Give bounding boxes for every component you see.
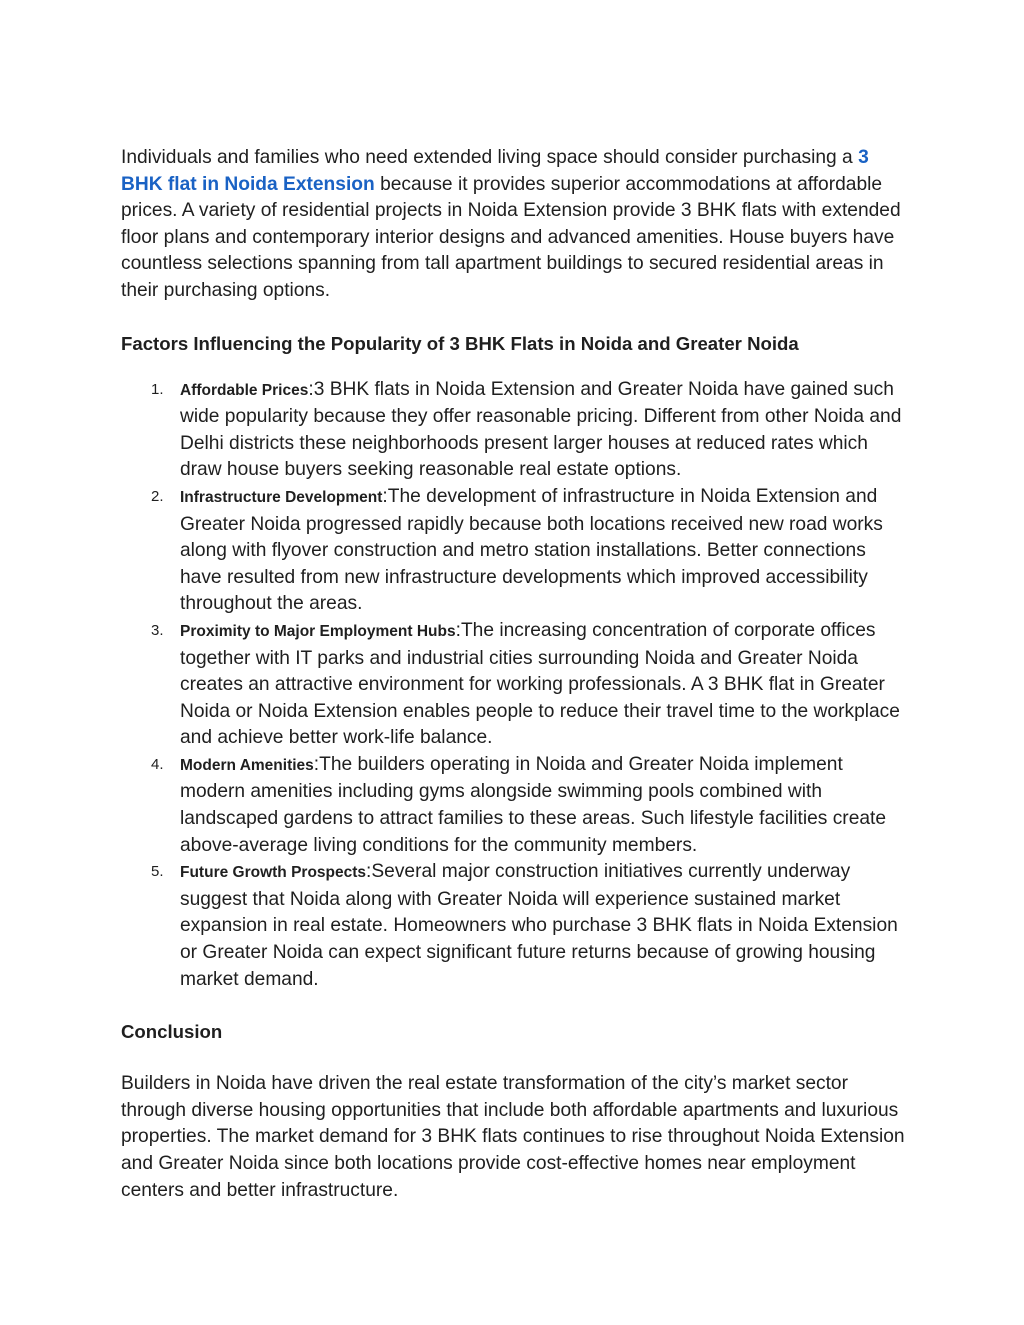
list-item-term: Modern Amenities bbox=[180, 756, 314, 774]
intro-text-after-link: because it provides superior accommodations at affordable prices. A variety of residential projects in Noida Extension provide 3 BHK flats with extended floor plans and contemporary interior designs and advanced amenities. House buyers have countless selections spanning from tall apartment buildings to secured residential areas in their purchasing options. bbox=[121, 173, 901, 301]
list-item-number: 5. bbox=[151, 863, 164, 881]
list-item-text: :Several major construction initiatives currently underway suggest that Noida along with Greater Noida will experience sustained market expansion in real estate. Homeowners who purchase 3 BHK flats in Noida Extension or Greater Noida can expect significant future returns because of growing housing market demand. bbox=[180, 861, 898, 990]
bhk-noida-extension-link[interactable]: 3 BHK flat in Noida Extension bbox=[121, 147, 869, 195]
list-item bbox=[121, 377, 911, 484]
list-item-term: Future Growth Prospects bbox=[180, 864, 367, 882]
list-item bbox=[121, 484, 911, 618]
list-item-number: 2. bbox=[151, 487, 164, 505]
factors-heading: Factors Influencing the Popularity of 3 BHK Flats in Noida and Greater Noida bbox=[121, 332, 799, 354]
list-item-term: Infrastructure Development bbox=[180, 488, 383, 506]
list-item bbox=[121, 752, 911, 859]
list-item bbox=[121, 859, 911, 993]
factors-list bbox=[121, 377, 911, 994]
document-page bbox=[121, 145, 911, 1204]
list-item-text: :The builders operating in Noida and Greater Noida implement modern amenities including gyms alongside swimming pools combined with landscaped gardens to attract families to these areas. Such lifestyle facilities create above-average living conditions for the community members. bbox=[180, 753, 887, 856]
list-item-number: 4. bbox=[151, 755, 164, 773]
list-item-text: :3 BHK flats in Noida Extension and Greater Noida have gained such wide popularity because they offer reasonable pricing. Different from other Noida and Delhi districts these neighborhoods present larger houses at reduced rates which draw house buyers seeking reasonable real estate options. bbox=[180, 378, 902, 481]
list-item-term: Proximity to Major Employment Hubs bbox=[180, 622, 456, 640]
intro-text-before-link: Individuals and families who need extended living space should consider purchasing a bbox=[121, 147, 859, 168]
conclusion-heading: Conclusion bbox=[121, 1021, 223, 1043]
list-item-term: Affordable Prices bbox=[180, 381, 309, 399]
list-item-text: :The development of infrastructure in Noida Extension and Greater Noida progressed rapidly because both locations received new road works along with flyover construction and metro station installations. Better connections have resulted from new infrastructure developments which improved accessibility throughout the areas. bbox=[180, 485, 883, 615]
list-item-text: :The increasing concentration of corporate offices together with IT parks and industrial cities surrounding Noida and Greater Noida creates an attractive environment for working professionals. A 3 BHK flat in Greater Noida or Noida Extension enables people to reduce their travel time to the workplace and achieve better work-life balance. bbox=[180, 619, 900, 749]
conclusion-paragraph: Builders in Noida have driven the real estate transformation of the city’s market sector through diverse housing opportunities that include both affordable apartments and luxurious properties. The market demand for 3 BHK flats continues to rise throughout Noida Extension and Greater Noida since both locations provide cost-effective homes near employment centers and better infrastructure. bbox=[121, 1073, 905, 1201]
list-item-number: 3. bbox=[151, 621, 164, 639]
list-item bbox=[121, 618, 911, 752]
intro-paragraph bbox=[121, 145, 911, 305]
list-item-number: 1. bbox=[151, 380, 164, 398]
